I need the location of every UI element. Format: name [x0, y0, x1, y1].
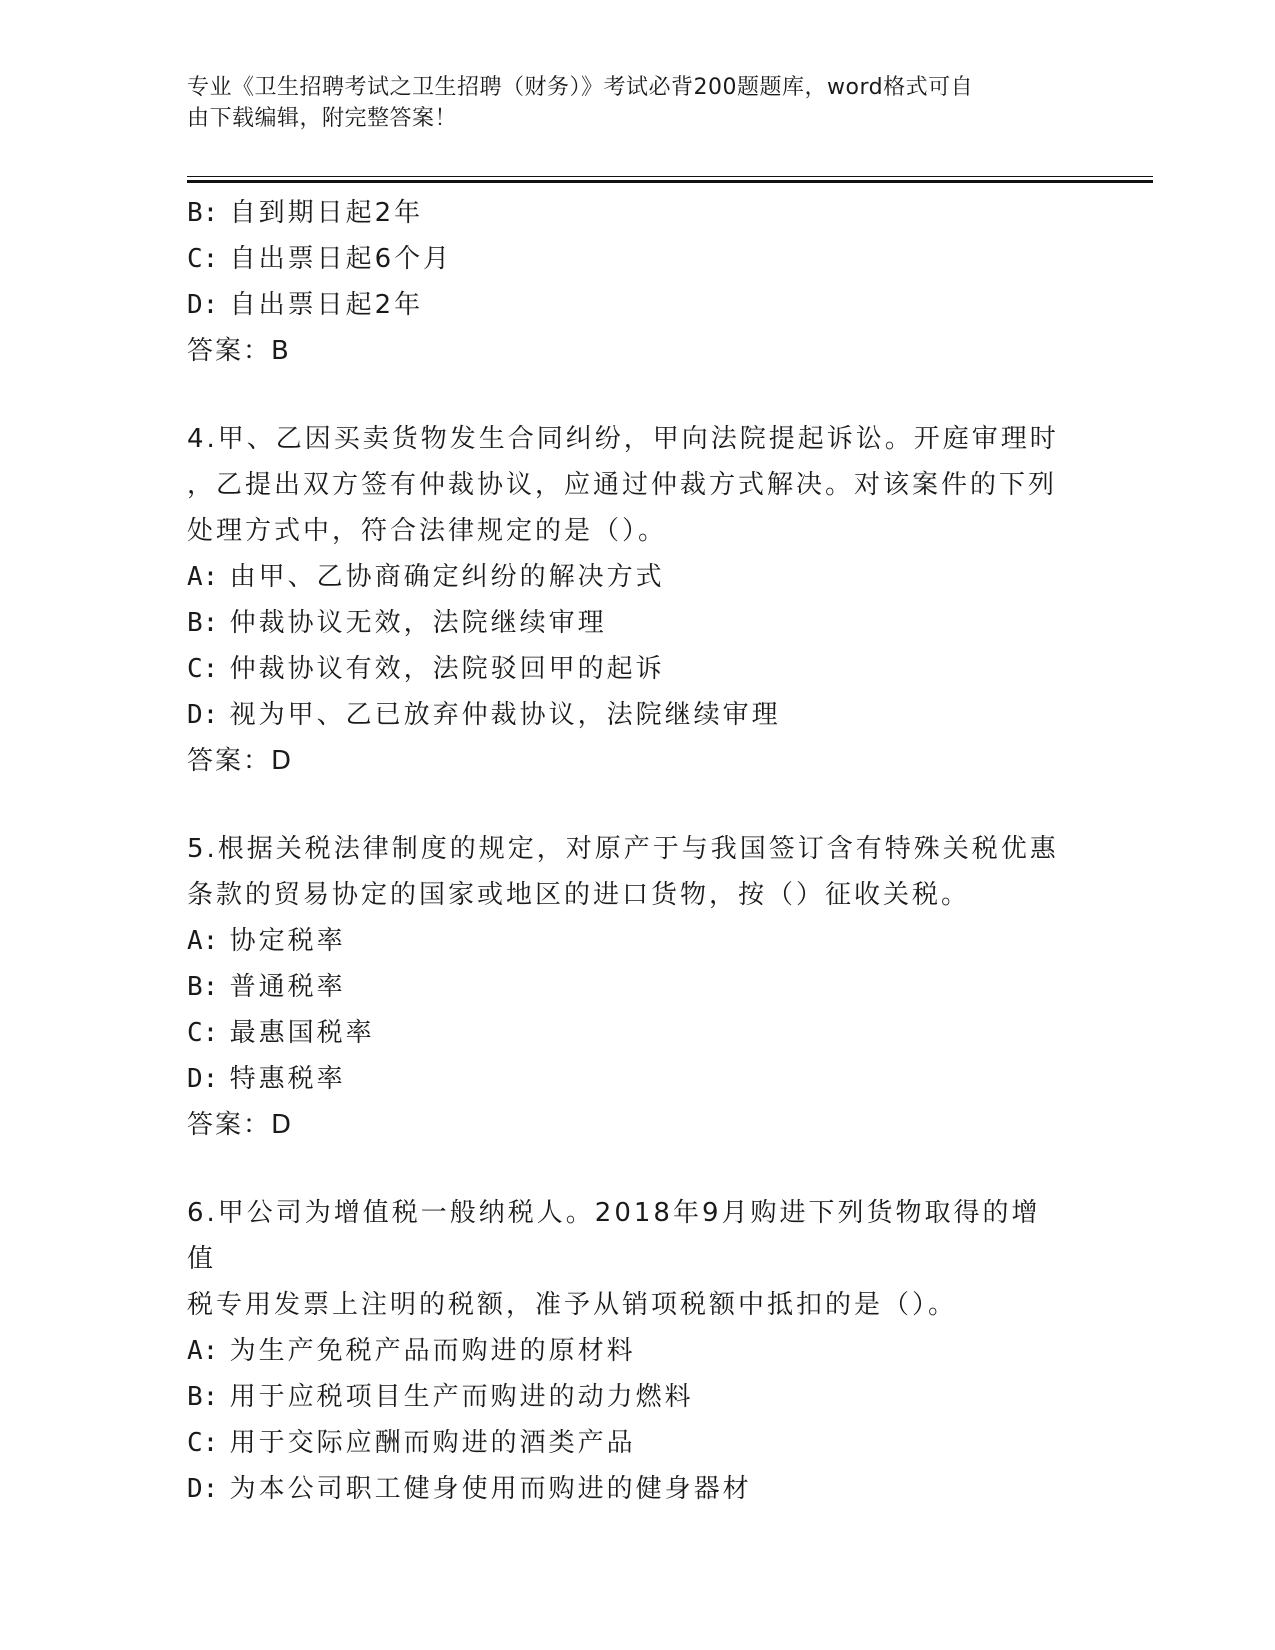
option-d	[187, 282, 1067, 328]
option-b	[187, 190, 1067, 236]
option-text: 自出票日起6个月	[229, 244, 453, 274]
option-letter: C:	[187, 244, 219, 274]
header-rule-thick	[187, 180, 1153, 183]
question-line: 6.甲公司为增值税一般纳税人。2018年9月购进下列货物取得的增值	[187, 1198, 1041, 1274]
option-text: 协定税率	[229, 926, 346, 956]
option-b	[187, 964, 1067, 1010]
question-block-6	[187, 1190, 1067, 1512]
option-letter: C:	[187, 1428, 219, 1458]
option-d	[187, 1466, 1067, 1512]
option-a	[187, 1328, 1067, 1374]
question-line: ，乙提出双方签有仲裁协议，应通过仲裁方式解决。对该案件的下列	[187, 470, 1058, 500]
option-c	[187, 1010, 1067, 1056]
option-c	[187, 236, 1067, 282]
option-letter: D:	[187, 290, 219, 320]
question-block-4	[187, 416, 1067, 784]
spacer	[187, 1148, 1067, 1190]
option-letter: A:	[187, 562, 219, 592]
option-b	[187, 600, 1067, 646]
question-line: 税专用发票上注明的税额，准予从销项税额中抵扣的是（）。	[187, 1290, 958, 1320]
question-line: 条款的贸易协定的国家或地区的进口货物，按（）征收关税。	[187, 880, 971, 910]
question-block-prev	[187, 190, 1067, 374]
option-text: 为本公司职工健身使用而购进的健身器材	[229, 1474, 752, 1504]
option-d	[187, 692, 1067, 738]
document-header	[187, 72, 1067, 134]
spacer	[187, 784, 1067, 826]
option-text: 仲裁协议无效，法院继续审理	[229, 608, 607, 638]
question-line: 4.甲、乙因买卖货物发生合同纠纷，甲向法院提起诉讼。开庭审理时	[187, 424, 1059, 454]
option-letter: B:	[187, 198, 219, 228]
header-line-2: 由下载编辑，附完整答案！	[187, 106, 458, 131]
header-line-1: 专业《卫生招聘考试之卫生招聘（财务）》考试必背200题题库，word格式可自	[187, 75, 974, 100]
option-c	[187, 1420, 1067, 1466]
option-letter: C:	[187, 654, 219, 684]
option-letter: C:	[187, 1018, 219, 1048]
option-text: 由甲、乙协商确定纠纷的解决方式	[229, 562, 665, 592]
document-body	[187, 190, 1067, 1512]
answer-line: 答案：D	[187, 1110, 294, 1140]
option-text: 自到期日起2年	[229, 198, 424, 228]
option-text: 普通税率	[229, 972, 346, 1002]
header-rule-thin	[187, 176, 1153, 177]
option-letter: D:	[187, 700, 219, 730]
option-a	[187, 918, 1067, 964]
question-line: 5.根据关税法律制度的规定，对原产于与我国签订含有特殊关税优惠	[187, 834, 1059, 864]
option-text: 仲裁协议有效，法院驳回甲的起诉	[229, 654, 665, 684]
answer-line: 答案：D	[187, 746, 294, 776]
spacer	[187, 374, 1067, 416]
option-letter: A:	[187, 926, 219, 956]
option-letter: D:	[187, 1474, 219, 1504]
option-c	[187, 646, 1067, 692]
question-block-5	[187, 826, 1067, 1148]
option-text: 特惠税率	[229, 1064, 346, 1094]
option-text: 视为甲、乙已放弃仲裁协议，法院继续审理	[229, 700, 781, 730]
option-a	[187, 554, 1067, 600]
option-letter: A:	[187, 1336, 219, 1366]
option-text: 用于交际应酬而购进的酒类产品	[229, 1428, 636, 1458]
option-letter: B:	[187, 972, 219, 1002]
option-letter: B:	[187, 1382, 219, 1412]
option-letter: B:	[187, 608, 219, 638]
option-letter: D:	[187, 1064, 219, 1094]
option-text: 为生产免税产品而购进的原材料	[229, 1336, 636, 1366]
option-text: 自出票日起2年	[229, 290, 424, 320]
option-text: 用于应税项目生产而购进的动力燃料	[229, 1382, 694, 1412]
option-d	[187, 1056, 1067, 1102]
option-text: 最惠国税率	[229, 1018, 375, 1048]
answer-line: 答案：B	[187, 336, 291, 366]
question-line: 处理方式中，符合法律规定的是（）。	[187, 516, 668, 546]
option-b	[187, 1374, 1067, 1420]
